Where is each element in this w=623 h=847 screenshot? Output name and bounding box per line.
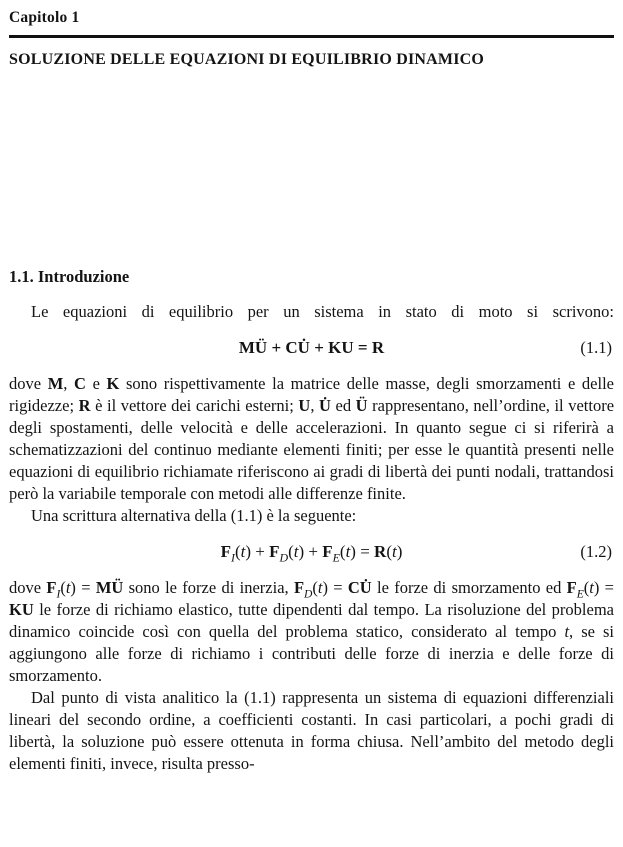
text-segment: ) = bbox=[593, 577, 614, 597]
text-segment: ( bbox=[583, 577, 590, 597]
text-segment: t bbox=[240, 541, 246, 561]
text-segment: t bbox=[392, 541, 397, 561]
text-segment: dove bbox=[9, 577, 47, 597]
text-segment: Dal punto di vista analitico la (1.1) rappresenta un sistema di equazioni differenziali lineari del secondo ordine, a coefficienti costanti. In casi particolari, a pochi gradi di libertà, la soluzione può essere ottenuta in forma chiusa. Nell’ambito del metodo degli elementi finiti, invece, risulta presso- bbox=[9, 687, 614, 773]
text-segment: ) = bbox=[350, 541, 375, 561]
text-segment: t bbox=[293, 541, 299, 561]
text-segment: K bbox=[106, 373, 120, 393]
equation-number: (1.1) bbox=[580, 337, 612, 357]
text-segment: t bbox=[65, 577, 71, 597]
equation-subscript: D bbox=[279, 550, 289, 565]
text-segment: Una scrittura alternativa della (1.1) è la seguente: bbox=[31, 505, 357, 525]
paragraph bbox=[9, 577, 614, 687]
text-segment: sono le forze di inerzia, bbox=[123, 577, 294, 597]
text-segment: R bbox=[78, 395, 91, 415]
text-segment: rappresentano, nell’ordine, il vettore degli spostamenti, delle velocità e delle accelerazioni. In quanto segue ci si riferirà a schematizzazioni del continuo mediante elementi finiti; per esse le quantità presenti nelle equazioni di equilibrio richiamate riferiscono ai gradi di libertà dei punti nodali, trattandosi però la variabile temporale con metodi alle differenze finite. bbox=[9, 395, 615, 503]
text-segment: ) + bbox=[245, 541, 270, 561]
equation-body bbox=[239, 336, 384, 360]
text-segment: U̇ bbox=[319, 395, 331, 415]
text-segment: F bbox=[220, 541, 231, 561]
text-segment: F bbox=[293, 577, 305, 597]
text-segment: F bbox=[322, 541, 333, 561]
paragraph bbox=[9, 301, 614, 323]
equation-subscript: I bbox=[56, 587, 61, 600]
text-segment: MÜ bbox=[95, 577, 124, 597]
text-segment: ( bbox=[234, 541, 241, 561]
text-segment: Le equazioni di equilibrio per un sistema in stato di moto si scrivono: bbox=[31, 301, 614, 321]
text-segment: Ü bbox=[355, 395, 368, 415]
text-segment: ( bbox=[60, 577, 66, 597]
equation-number: (1.2) bbox=[580, 541, 612, 561]
text-segment: M bbox=[47, 373, 64, 393]
text-segment: le forze di smorzamento ed bbox=[371, 577, 567, 597]
text-segment: dove bbox=[9, 373, 48, 393]
paragraph bbox=[9, 373, 614, 505]
page-header bbox=[9, 0, 614, 69]
text-segment: sono rispettivamente la matrice delle masse, degli smorzamenti e delle rigidezze; bbox=[9, 373, 614, 415]
text-segment: t bbox=[564, 621, 570, 641]
text-segment: F bbox=[566, 577, 577, 597]
chapter-label: Capitolo 1 bbox=[9, 9, 80, 26]
text-segment: , bbox=[310, 395, 320, 415]
text-segment: F bbox=[269, 541, 280, 561]
text-segment: t bbox=[345, 541, 351, 561]
text-segment: , bbox=[63, 373, 75, 393]
text-segment: MÜ + CU̇ + KU = R bbox=[238, 337, 385, 357]
equation-subscript: D bbox=[304, 587, 313, 600]
text-segment: è il vettore dei carichi esterni; bbox=[90, 395, 299, 415]
paragraph bbox=[9, 505, 614, 527]
equation-subscript: E bbox=[576, 587, 584, 600]
equation bbox=[9, 336, 614, 360]
text-segment: CU̇ bbox=[347, 577, 372, 597]
text-segment: ( bbox=[339, 541, 346, 561]
section-heading: 1.1. Introduzione bbox=[9, 267, 130, 286]
text-segment: ) = bbox=[322, 577, 348, 597]
equation-subscript: E bbox=[332, 550, 340, 565]
text-segment: ( bbox=[312, 577, 318, 597]
text-segment: le forze di richiamo elastico, tutte dipendenti dal tempo. La risoluzione del problema dinamico coincide così con quella del problema statico, considerato al tempo bbox=[9, 599, 614, 641]
paragraph bbox=[9, 687, 614, 775]
page-body bbox=[9, 267, 614, 775]
text-segment: , se si aggiungono alle forze di richiamo i contributi delle forze di inerzia e delle forze di smorzamento. bbox=[9, 621, 615, 685]
text-segment: t bbox=[589, 577, 594, 597]
page-title: SOLUZIONE DELLE EQUAZIONI DI EQUILIBRIO DINAMICO bbox=[9, 51, 485, 68]
text-segment: ( bbox=[288, 541, 294, 561]
text-segment: C bbox=[74, 373, 86, 393]
text-segment: ed bbox=[330, 395, 356, 415]
text-segment: R bbox=[374, 541, 387, 561]
text-segment: ) = bbox=[70, 577, 96, 597]
text-segment: U bbox=[298, 395, 311, 415]
text-segment: t bbox=[317, 577, 323, 597]
text-segment: F bbox=[46, 577, 57, 597]
header-rule bbox=[9, 35, 614, 38]
equation-subscript: I bbox=[230, 550, 235, 565]
text-segment: ) + bbox=[298, 541, 323, 561]
text-segment: ) bbox=[396, 541, 403, 561]
equation bbox=[9, 540, 614, 564]
text-segment: KU bbox=[9, 599, 34, 619]
equation-body bbox=[221, 540, 403, 564]
text-segment: e bbox=[85, 373, 107, 393]
text-segment: ( bbox=[386, 541, 392, 561]
